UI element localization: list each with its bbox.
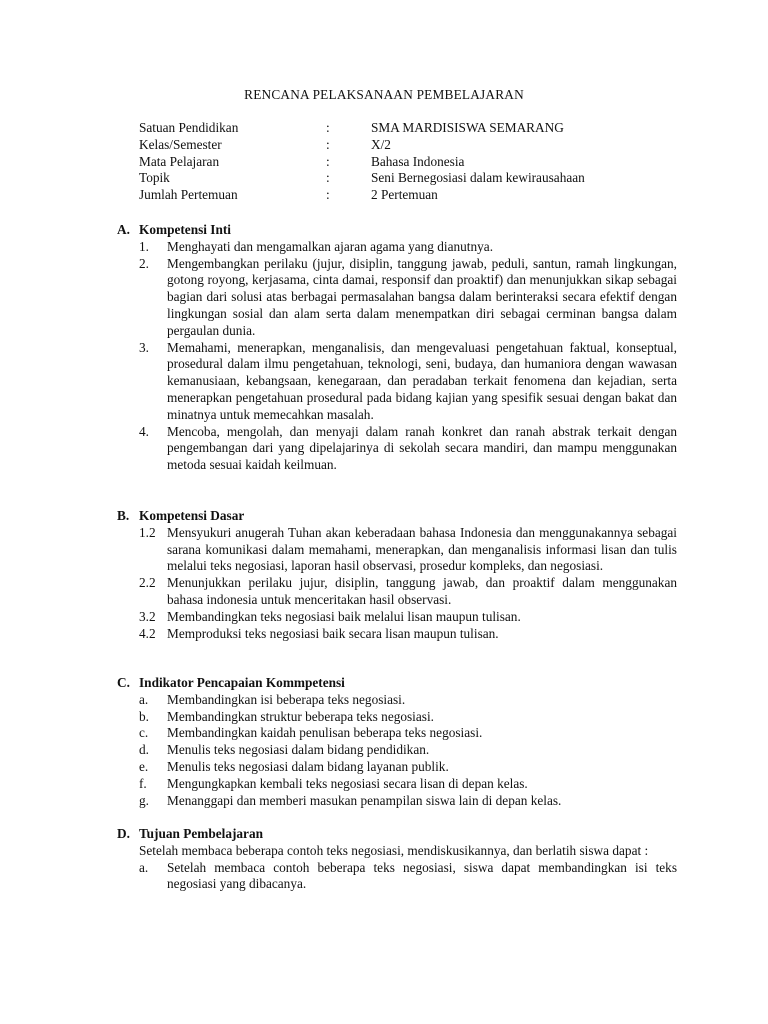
list-item — [117, 725, 677, 742]
list-text: Menghayati dan mengamalkan ajaran agama yang dianutnya. — [167, 238, 494, 254]
section-heading — [117, 675, 677, 692]
section-letter: D. — [117, 826, 130, 841]
list-letter: d. — [139, 742, 149, 758]
list-item — [117, 692, 677, 709]
list-item — [117, 340, 677, 424]
section-kompetensi-inti — [117, 222, 677, 474]
list-text: Mensyukuri anugerah Tuhan akan keberadaan bahasa Indonesia dan menggunakannya sebagai sarana komunikasi dalam memahami, menerapkan, dan menganalisis informasi lisan dan tulis melalui teks negosiasi, laporan hasil observasi, prosedur kompleks, dan negosiasi. — [167, 524, 677, 574]
list-number: 1. — [139, 238, 149, 254]
identity-value: Bahasa Indonesia — [371, 153, 465, 169]
list-letter: f. — [139, 775, 147, 791]
identity-colon: : — [326, 187, 330, 203]
list-text: Mengungkapkan kembali teks negosiasi secara lisan di depan kelas. — [167, 775, 528, 791]
list-number: 2. — [139, 255, 149, 271]
list-item — [117, 256, 677, 340]
list-item — [117, 860, 677, 894]
section-letter: C. — [117, 675, 130, 690]
list-number: 2.2 — [139, 575, 156, 591]
identity-row-pertemuan — [139, 187, 699, 204]
list-item — [117, 424, 677, 474]
identity-label: Kelas/Semester — [139, 136, 222, 152]
list-number: 3. — [139, 339, 149, 355]
list-text: Membandingkan kaidah penulisan beberapa teks negosiasi. — [167, 725, 483, 741]
list-letter: a. — [139, 691, 149, 707]
identity-table — [139, 120, 699, 204]
section-heading — [117, 222, 677, 239]
identity-label: Topik — [139, 170, 170, 186]
list-item — [117, 742, 677, 759]
list-letter: c. — [139, 725, 149, 741]
list-letter: g. — [139, 792, 149, 808]
list-text: Mengembangkan perilaku (jujur, disiplin, tanggung jawab, peduli, santun, ramah lingkungan, gotong royong, kerjasama, cinta damai, responsif dan proaktif) dan menunjukkan sikap sebagai bagian dari solusi atas berbagai permasalahan bangsa dalam berinteraksi secara efektif dengan lingkungan sosial dan alam serta dalam menempatkan diri sebagai cerminan bangsa dalam pergaulan dunia. — [167, 255, 677, 338]
list-text: Memahami, menerapkan, menganalisis, dan mengevaluasi pengetahuan faktual, konseptual, prosedural dalam ilmu pengetahuan, teknologi, seni, budaya, dan humaniora dengan wawasan kemanusiaan, kebangsaan, kenegaraan, dan peradaban terkait fenomena dan kejadian, serta menerapkan pengetahuan prosedural pada bidang kajian yang spesifik sesuai dengan bakat dan minatnya untuk memecahkan masalah. — [167, 339, 677, 422]
list-number: 1.2 — [139, 524, 156, 540]
list-item — [117, 626, 677, 643]
list-text: Menulis teks negosiasi dalam bidang pendidikan. — [167, 742, 430, 758]
identity-colon: : — [326, 153, 330, 169]
list-letter: e. — [139, 758, 149, 774]
identity-colon: : — [326, 120, 330, 135]
list-text: Mencoba, mengolah, dan menyaji dalam ranah konkret dan ranah abstrak terkait dengan pengembangan dari yang dipelajarinya di sekolah secara mandiri, dan mampu menggunakan metoda sesuai kaidah keilmuan. — [167, 423, 677, 473]
identity-row-kelas — [139, 137, 699, 154]
identity-label: Satuan Pendidikan — [139, 120, 239, 135]
list-item — [117, 609, 677, 626]
identity-value: SMA MARDISISWA SEMARANG — [371, 120, 564, 135]
list-item — [117, 776, 677, 793]
list-text: Setelah membaca contoh beberapa teks negosiasi, siswa dapat membandingkan isi teks negosiasi yang dibacanya. — [167, 859, 677, 892]
section-title: Tujuan Pembelajaran — [139, 826, 263, 841]
list-text: Membandingkan teks negosiasi baik melalui lisan maupun tulisan. — [167, 608, 521, 624]
section-heading — [117, 826, 677, 843]
section-intro: Setelah membaca beberapa contoh teks negosiasi, mendiskusikannya, dan berlatih siswa dapat : — [139, 842, 649, 858]
list-letter: b. — [139, 708, 149, 724]
identity-row-topik — [139, 170, 699, 187]
document-title: RENCANA PELAKSANAAN PEMBELAJARAN — [244, 87, 524, 102]
list-number: 4.2 — [139, 625, 156, 641]
section-indikator — [117, 675, 677, 809]
identity-label: Jumlah Pertemuan — [139, 187, 238, 203]
identity-value: X/2 — [371, 136, 391, 152]
identity-colon: : — [326, 136, 330, 152]
identity-label: Mata Pelajaran — [139, 153, 220, 169]
list-item — [117, 709, 677, 726]
section-title: Kompetensi Dasar — [139, 508, 245, 523]
section-tujuan — [117, 826, 677, 893]
list-text: Menunjukkan perilaku jujur, disiplin, tanggung jawab, dan proaktif dalam menggunakan bahasa indonesia untuk menceritakan hasil observasi. — [167, 575, 677, 607]
identity-value: Seni Bernegosiasi dalam kewirausahaan — [371, 170, 585, 186]
section-title: Kompetensi Inti — [139, 222, 231, 237]
list-text: Membandingkan struktur beberapa teks negosiasi. — [167, 708, 434, 724]
section-title: Indikator Pencapaian Kommpetensi — [139, 675, 345, 690]
identity-colon: : — [326, 170, 330, 186]
list-number: 4. — [139, 423, 149, 439]
section-letter: B. — [117, 508, 130, 523]
list-item — [117, 525, 677, 575]
list-letter: a. — [139, 859, 149, 875]
list-item — [117, 575, 677, 609]
identity-value: 2 Pertemuan — [371, 187, 438, 203]
list-item — [117, 793, 677, 810]
identity-row-satuan — [139, 120, 699, 137]
section-kompetensi-dasar — [117, 508, 677, 642]
list-text: Membandingkan isi beberapa teks negosiasi. — [167, 691, 406, 707]
list-text: Menulis teks negosiasi dalam bidang layanan publik. — [167, 758, 449, 774]
list-text: Menanggapi dan memberi masukan penampilan siswa lain di depan kelas. — [167, 792, 562, 808]
list-number: 3.2 — [139, 608, 156, 624]
list-item — [117, 759, 677, 776]
list-text: Memproduksi teks negosiasi baik secara lisan maupun tulisan. — [167, 625, 499, 641]
section-letter: A. — [117, 222, 130, 237]
identity-row-mapel — [139, 154, 699, 171]
list-item — [117, 239, 677, 256]
section-heading — [117, 508, 677, 525]
